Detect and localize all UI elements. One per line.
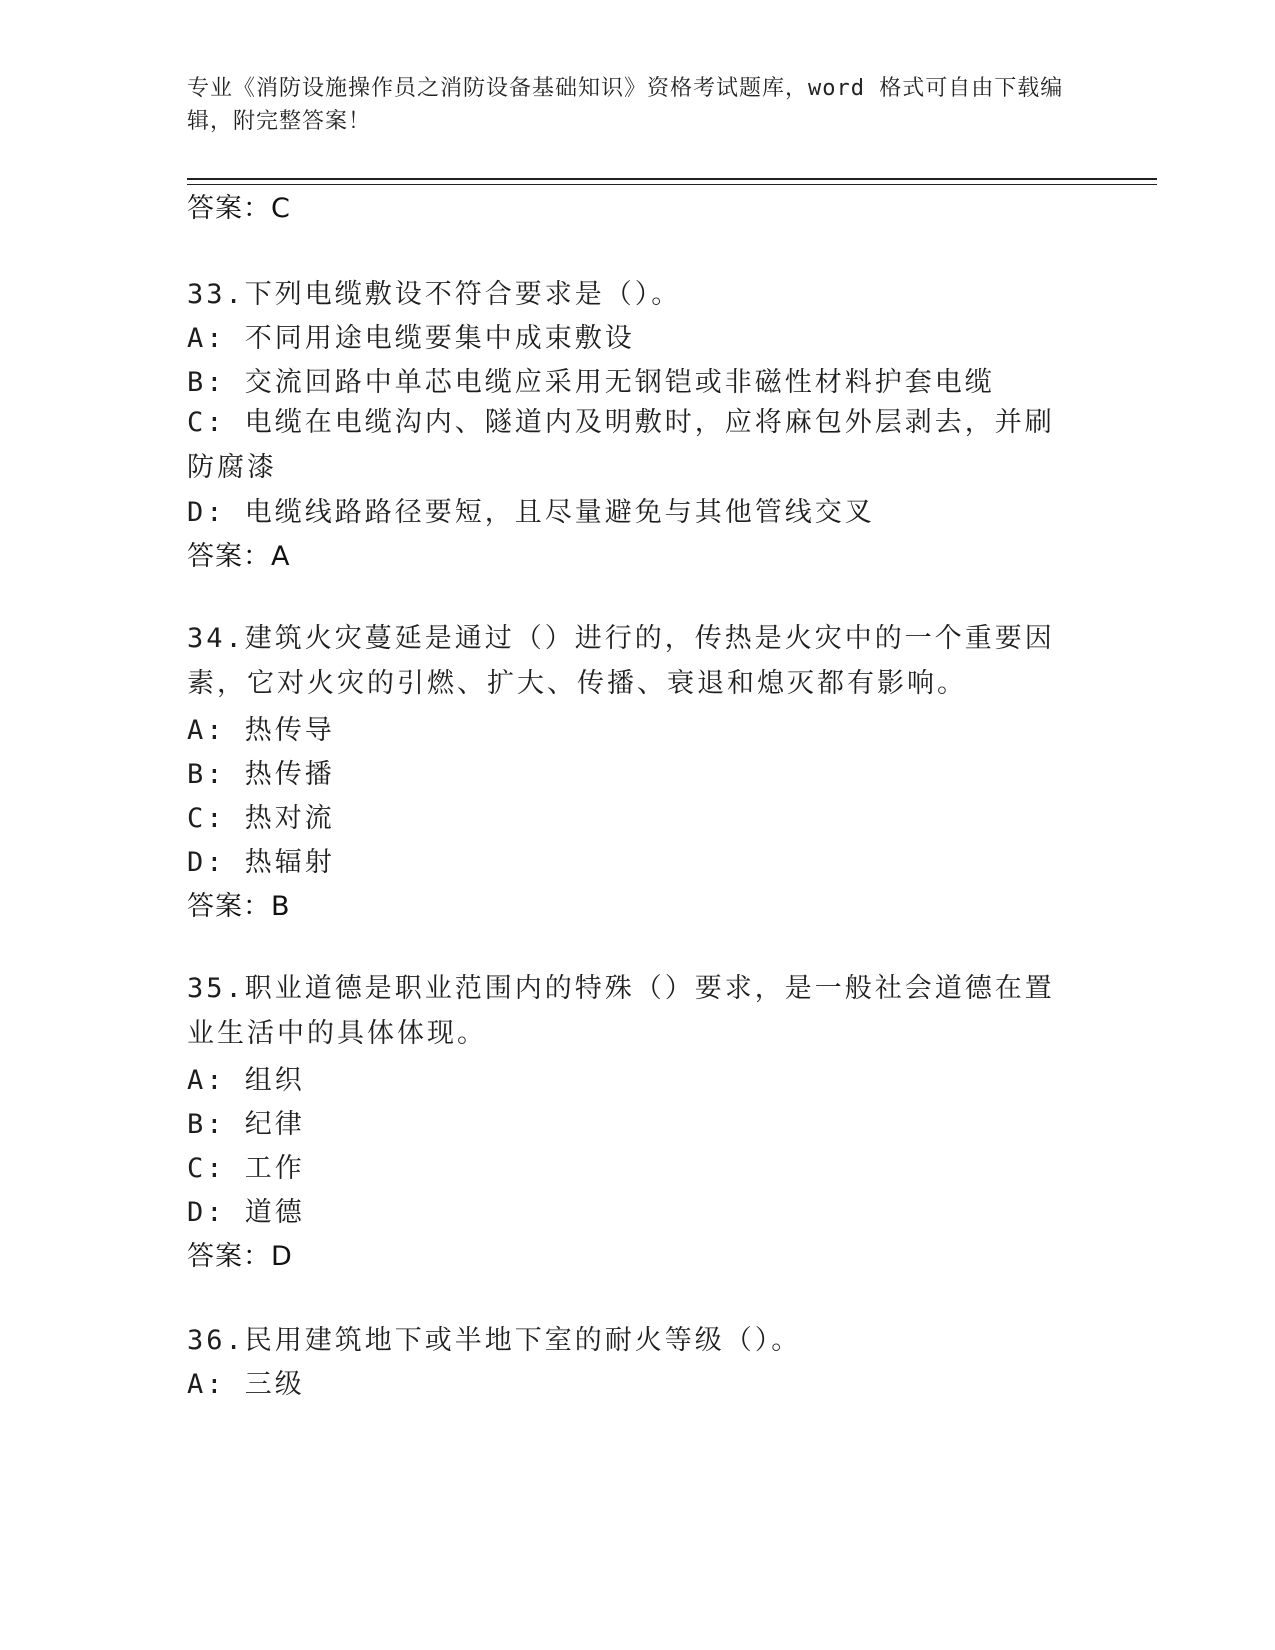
answer-32: 答案：C — [187, 193, 291, 224]
question-34-option-d: D: 热辐射 — [187, 847, 335, 878]
header-rule-thick — [187, 178, 1157, 180]
question-34-option-c: C: 热对流 — [187, 803, 335, 834]
question-34-stem: 34.建筑火灾蔓延是通过（）进行的，传热是火灾中的一个重要因素，它对火灾的引燃、扩大、传播、衰退和熄灭都有影响。 — [187, 623, 1055, 699]
answer-33: 答案：A — [187, 541, 291, 572]
question-36-option-a: A: 三级 — [187, 1369, 305, 1400]
answer-35: 答案：D — [187, 1241, 293, 1272]
question-35-option-c: C: 工作 — [187, 1153, 305, 1184]
question-35-option-b: B: 纪律 — [187, 1109, 305, 1140]
question-34-option-b: B: 热传播 — [187, 759, 335, 790]
question-33-option-c: C: 电缆在电缆沟内、隧道内及明敷时，应将麻包外层剥去，并刷防腐漆 — [187, 407, 1055, 483]
question-35-option-a: A: 组织 — [187, 1065, 305, 1096]
answer-34: 答案：B — [187, 891, 291, 922]
question-33-stem: 33.下列电缆敷设不符合要求是（）。 — [187, 279, 682, 310]
header-note: 专业《消防设施操作员之消防设备基础知识》资格考试题库，word 格式可自由下载编辑，附完整答案！ — [187, 76, 1064, 134]
question-33-option-b: B: 交流回路中单芯电缆应采用无钢铠或非磁性材料护套电缆 — [187, 367, 995, 398]
question-33-option-a: A: 不同用途电缆要集中成束敷设 — [187, 323, 635, 354]
question-35-stem: 35.职业道德是职业范围内的特殊（）要求，是一般社会道德在置业生活中的具体体现。 — [187, 973, 1055, 1049]
question-36-stem: 36.民用建筑地下或半地下室的耐火等级（）。 — [187, 1325, 802, 1356]
header-rule-thin — [187, 184, 1157, 185]
question-33-option-d: D: 电缆线路路径要短，且尽量避免与其他管线交叉 — [187, 497, 875, 528]
question-34-option-a: A: 热传导 — [187, 715, 335, 746]
question-35-option-d: D: 道德 — [187, 1197, 305, 1228]
